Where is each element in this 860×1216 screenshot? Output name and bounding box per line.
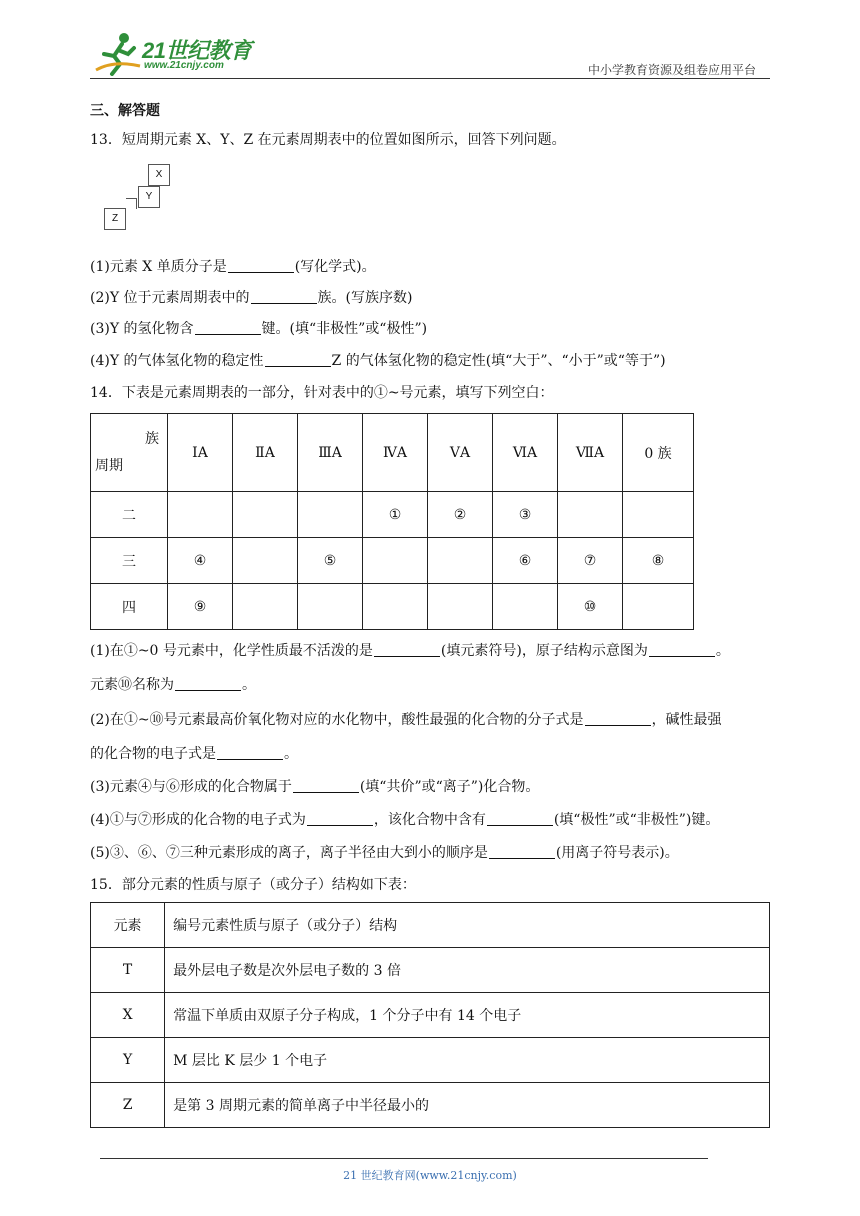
q15-stem: 15．部分元素的性质与原子（或分子）结构如下表： <box>90 877 416 893</box>
answer-blank[interactable] <box>265 352 331 367</box>
q14-part1-cont: 元素⑩名称为 。 <box>90 677 256 693</box>
table-row <box>91 948 770 993</box>
element-cell: ⑤ <box>298 538 363 584</box>
element-cell <box>298 584 363 630</box>
element-cell <box>623 584 694 630</box>
period-label: 三 <box>91 538 168 584</box>
q14-part4: (4)①与⑦形成的化合物的电子式为 ，该化合物中含有 (填“极性”或“非极性”)键。 <box>90 812 720 828</box>
answer-blank[interactable] <box>293 778 359 793</box>
corner-cell: 族 周期 <box>91 414 168 492</box>
cell-z: Z <box>104 208 126 230</box>
table-header-row <box>91 903 770 948</box>
answer-blank[interactable] <box>228 258 294 273</box>
group-header: 0 族 <box>623 414 694 492</box>
group-header: ⅡA <box>233 414 298 492</box>
element-cell <box>428 538 493 584</box>
element-cell <box>363 538 428 584</box>
element-cell <box>168 492 233 538</box>
answer-blank[interactable] <box>649 642 715 657</box>
element-cell: ⑩ <box>558 584 623 630</box>
answer-blank[interactable] <box>251 289 317 304</box>
table-row <box>91 538 694 584</box>
q14-part2: (2)在①~⑩号元素最高价氧化物对应的水化物中，酸性最强的化合物的分子式是 ，碱性最强 <box>90 712 722 728</box>
element-description: 常温下单质由双原子分子构成，1 个分子中有 14 个电子 <box>165 993 770 1038</box>
element-cell: ⑨ <box>168 584 233 630</box>
element-cell <box>298 492 363 538</box>
group-header: ⅢA <box>298 414 363 492</box>
group-header: ⅤA <box>428 414 493 492</box>
q13-stem: 13．短周期元素 X、Y、Z 在元素周期表中的位置如图所示，回答下列问题。 <box>90 132 566 148</box>
element-cell: ④ <box>168 538 233 584</box>
answer-blank[interactable] <box>585 711 651 726</box>
answer-blank[interactable] <box>487 811 553 826</box>
element-cell <box>428 584 493 630</box>
page-footer: 21 世纪教育网(www.21cnjy.com) <box>343 1169 517 1182</box>
element-cell: ③ <box>493 492 558 538</box>
answer-blank[interactable] <box>175 676 241 691</box>
group-header: ⅦA <box>558 414 623 492</box>
answer-blank[interactable] <box>489 844 555 859</box>
element-cell <box>558 492 623 538</box>
group-header: ⅠA <box>168 414 233 492</box>
table-row <box>91 492 694 538</box>
logo-url: www.21cnjy.com <box>144 60 224 71</box>
element-cell <box>233 584 298 630</box>
answer-blank[interactable] <box>217 745 283 760</box>
column-header: 元素 <box>91 903 165 948</box>
runner-logo-icon <box>94 30 142 76</box>
column-header: 编号元素性质与原子（或分子）结构 <box>165 903 770 948</box>
logo-title: 21世纪教育 <box>142 38 252 63</box>
q13-position-figure <box>104 164 170 230</box>
q13-part1: (1)元素 X 单质分子是 (写化学式)。 <box>90 259 376 275</box>
element-symbol: X <box>91 993 165 1038</box>
element-cell <box>233 492 298 538</box>
element-symbol: Z <box>91 1083 165 1128</box>
group-header: ⅥA <box>493 414 558 492</box>
element-cell: ② <box>428 492 493 538</box>
element-cell <box>493 584 558 630</box>
element-description: 最外层电子数是次外层电子数的 3 倍 <box>165 948 770 993</box>
group-header: ⅣA <box>363 414 428 492</box>
element-cell: ⑥ <box>493 538 558 584</box>
q14-part1: (1)在①~0 号元素中，化学性质最不活泼的是 (填元素符号)，原子结构示意图为 。 <box>90 643 730 659</box>
element-symbol: Y <box>91 1038 165 1083</box>
q14-part5: (5)③、⑥、⑦三种元素形成的离子，离子半径由大到小的顺序是 (用离子符号表示)。 <box>90 845 679 861</box>
periodic-table-fragment <box>90 413 694 630</box>
element-cell <box>623 492 694 538</box>
stair-segment <box>126 198 137 209</box>
header-slogan: 中小学教育资源及组卷应用平台 <box>587 63 756 77</box>
table-row <box>91 1038 770 1083</box>
element-cell <box>233 538 298 584</box>
q13-part2: (2)Y 位于元素周期表中的 族。(写族序数) <box>90 290 413 306</box>
period-label: 四 <box>91 584 168 630</box>
element-properties-table <box>90 902 770 1128</box>
page-header <box>90 28 770 79</box>
site-logo <box>94 30 264 76</box>
table-row <box>91 584 694 630</box>
element-description: 是第 3 周期元素的简单离子中半径最小的 <box>165 1083 770 1128</box>
element-symbol: T <box>91 948 165 993</box>
element-cell: ⑧ <box>623 538 694 584</box>
answer-blank[interactable] <box>307 811 373 826</box>
q14-part2-cont: 的化合物的电子式是 。 <box>90 746 298 762</box>
q14-stem: 14．下表是元素周期表的一部分，针对表中的①~号元素，填写下列空白： <box>90 385 554 401</box>
cell-x: X <box>148 164 170 186</box>
q13-part3: (3)Y 的氢化物含 键。(填“非极性”或“极性”) <box>90 321 428 337</box>
section-title: 三、解答题 <box>90 103 160 119</box>
footer-divider <box>100 1158 708 1159</box>
element-description: M 层比 K 层少 1 个电子 <box>165 1038 770 1083</box>
answer-blank[interactable] <box>195 320 261 335</box>
answer-blank[interactable] <box>374 642 440 657</box>
period-label: 二 <box>91 492 168 538</box>
table-row <box>91 1083 770 1128</box>
element-cell: ① <box>363 492 428 538</box>
cell-y: Y <box>138 186 160 208</box>
q13-part4: (4)Y 的气体氢化物的稳定性 Z 的气体氢化物的稳定性(填“大于”、“小于”或“等于”) <box>90 353 666 369</box>
element-cell <box>363 584 428 630</box>
q14-part3: (3)元素④与⑥形成的化合物属于 (填“共价”或“离子”)化合物。 <box>90 779 540 795</box>
table-row <box>91 993 770 1038</box>
element-cell: ⑦ <box>558 538 623 584</box>
